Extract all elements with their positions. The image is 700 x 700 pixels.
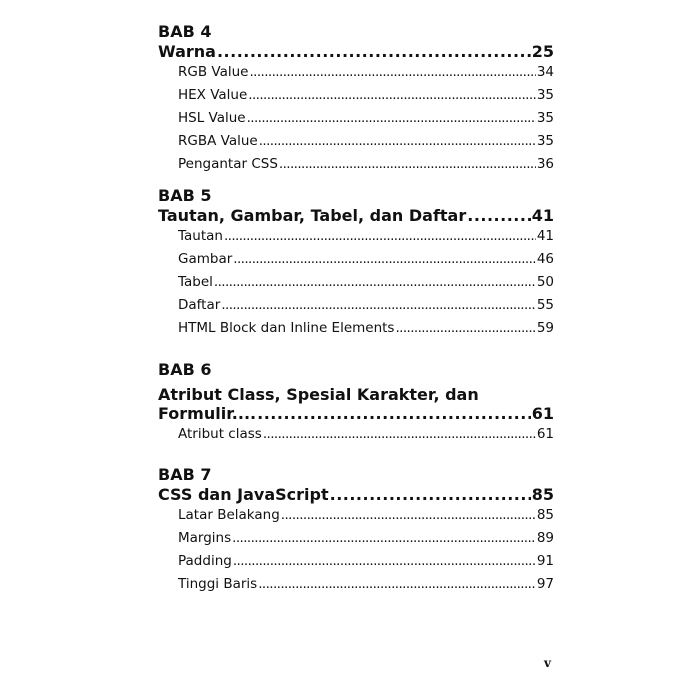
section-page: 35 xyxy=(536,110,554,126)
dot-leader xyxy=(224,225,536,248)
section-title: Pengantar CSS xyxy=(178,156,278,172)
section-row[interactable] xyxy=(178,271,554,294)
section-row[interactable] xyxy=(178,248,554,271)
section-row[interactable] xyxy=(178,107,554,130)
dot-leader xyxy=(258,573,536,596)
dot-leader xyxy=(247,107,536,130)
dot-leader xyxy=(249,61,535,84)
section-page: 59 xyxy=(536,320,554,336)
section-page: 55 xyxy=(536,297,554,313)
section-page: 50 xyxy=(536,274,554,290)
chapter-page: 25 xyxy=(531,42,554,61)
dot-leader xyxy=(221,294,536,317)
chapter-title-row[interactable] xyxy=(158,404,554,423)
section-title: Tautan xyxy=(178,228,223,244)
section-row[interactable] xyxy=(178,527,554,550)
chapter-label: BAB 4 xyxy=(158,22,212,41)
section-page: 35 xyxy=(536,87,554,103)
section-title: Margins xyxy=(178,530,232,546)
chapter-5 xyxy=(158,186,554,340)
section-page: 34 xyxy=(536,64,554,80)
chapter-title: Formulir.... xyxy=(158,404,257,423)
section-page: 36 xyxy=(536,156,554,172)
chapter-page: 41 xyxy=(531,206,554,225)
section-page: 61 xyxy=(536,426,554,442)
section-title: Gambar xyxy=(178,251,233,267)
dot-leader xyxy=(214,271,536,294)
chapter-title: Warna xyxy=(158,42,216,61)
section-title: HSL Value xyxy=(178,110,246,126)
chapter-title-line: Atribut Class, Spesial Karakter, dan xyxy=(158,385,479,404)
section-row[interactable] xyxy=(178,317,554,340)
chapter-title: CSS dan JavaScript xyxy=(158,485,329,504)
section-page: 91 xyxy=(536,553,554,569)
spacer xyxy=(158,340,554,360)
section-page: 89 xyxy=(536,530,554,546)
dot-leader xyxy=(233,550,536,573)
section-title: Padding xyxy=(178,553,232,569)
dot-leader xyxy=(395,317,535,340)
section-row[interactable] xyxy=(178,423,554,446)
dot-leader xyxy=(233,248,536,271)
section-title: Latar Belakang xyxy=(178,507,280,523)
dot-leader xyxy=(263,423,536,446)
section-row[interactable] xyxy=(178,550,554,573)
dot-leader xyxy=(467,206,531,225)
chapter-title-row[interactable] xyxy=(158,42,554,61)
dot-leader xyxy=(279,153,536,176)
chapter-4 xyxy=(158,22,554,176)
section-row[interactable] xyxy=(178,504,554,527)
chapter-label: BAB 5 xyxy=(158,186,212,205)
section-title: RGB Value xyxy=(178,64,249,80)
section-row[interactable] xyxy=(178,130,554,153)
section-row[interactable] xyxy=(178,294,554,317)
dot-leader xyxy=(259,130,536,153)
section-row[interactable] xyxy=(178,84,554,107)
dot-leader xyxy=(281,504,536,527)
dot-leader xyxy=(217,42,531,61)
table-of-contents xyxy=(158,22,554,596)
dot-leader xyxy=(257,404,531,423)
section-page: 35 xyxy=(536,133,554,149)
chapter-label: BAB 6 xyxy=(158,360,212,379)
spacer xyxy=(158,176,554,186)
chapter-title-row[interactable] xyxy=(158,485,554,504)
section-title: Tinggi Baris xyxy=(178,576,258,592)
section-page: 46 xyxy=(536,251,554,267)
section-page: 85 xyxy=(536,507,554,523)
section-title: Daftar xyxy=(178,297,221,313)
chapter-6 xyxy=(158,360,554,446)
section-page: 97 xyxy=(536,576,554,592)
dot-leader xyxy=(330,485,531,504)
section-row[interactable] xyxy=(178,61,554,84)
section-row[interactable] xyxy=(178,225,554,248)
section-title: HTML Block dan Inline Elements xyxy=(178,320,395,336)
chapter-label: BAB 7 xyxy=(158,465,212,484)
dot-leader xyxy=(232,527,536,550)
section-title: RGBA Value xyxy=(178,133,258,149)
chapter-page: 85 xyxy=(531,485,554,504)
section-title: Atribut class xyxy=(178,426,262,442)
section-row[interactable] xyxy=(178,153,554,176)
page-folio: v xyxy=(544,656,551,670)
section-title: Tabel xyxy=(178,274,213,290)
chapter-title: Tautan, Gambar, Tabel, dan Daftar xyxy=(158,206,467,225)
chapter-7 xyxy=(158,465,554,596)
spacer xyxy=(158,446,554,465)
section-title: HEX Value xyxy=(178,87,248,103)
section-page: 41 xyxy=(536,228,554,244)
chapter-title-row[interactable] xyxy=(158,206,554,225)
section-row[interactable] xyxy=(178,573,554,596)
chapter-page: 61 xyxy=(531,404,554,423)
dot-leader xyxy=(248,84,536,107)
